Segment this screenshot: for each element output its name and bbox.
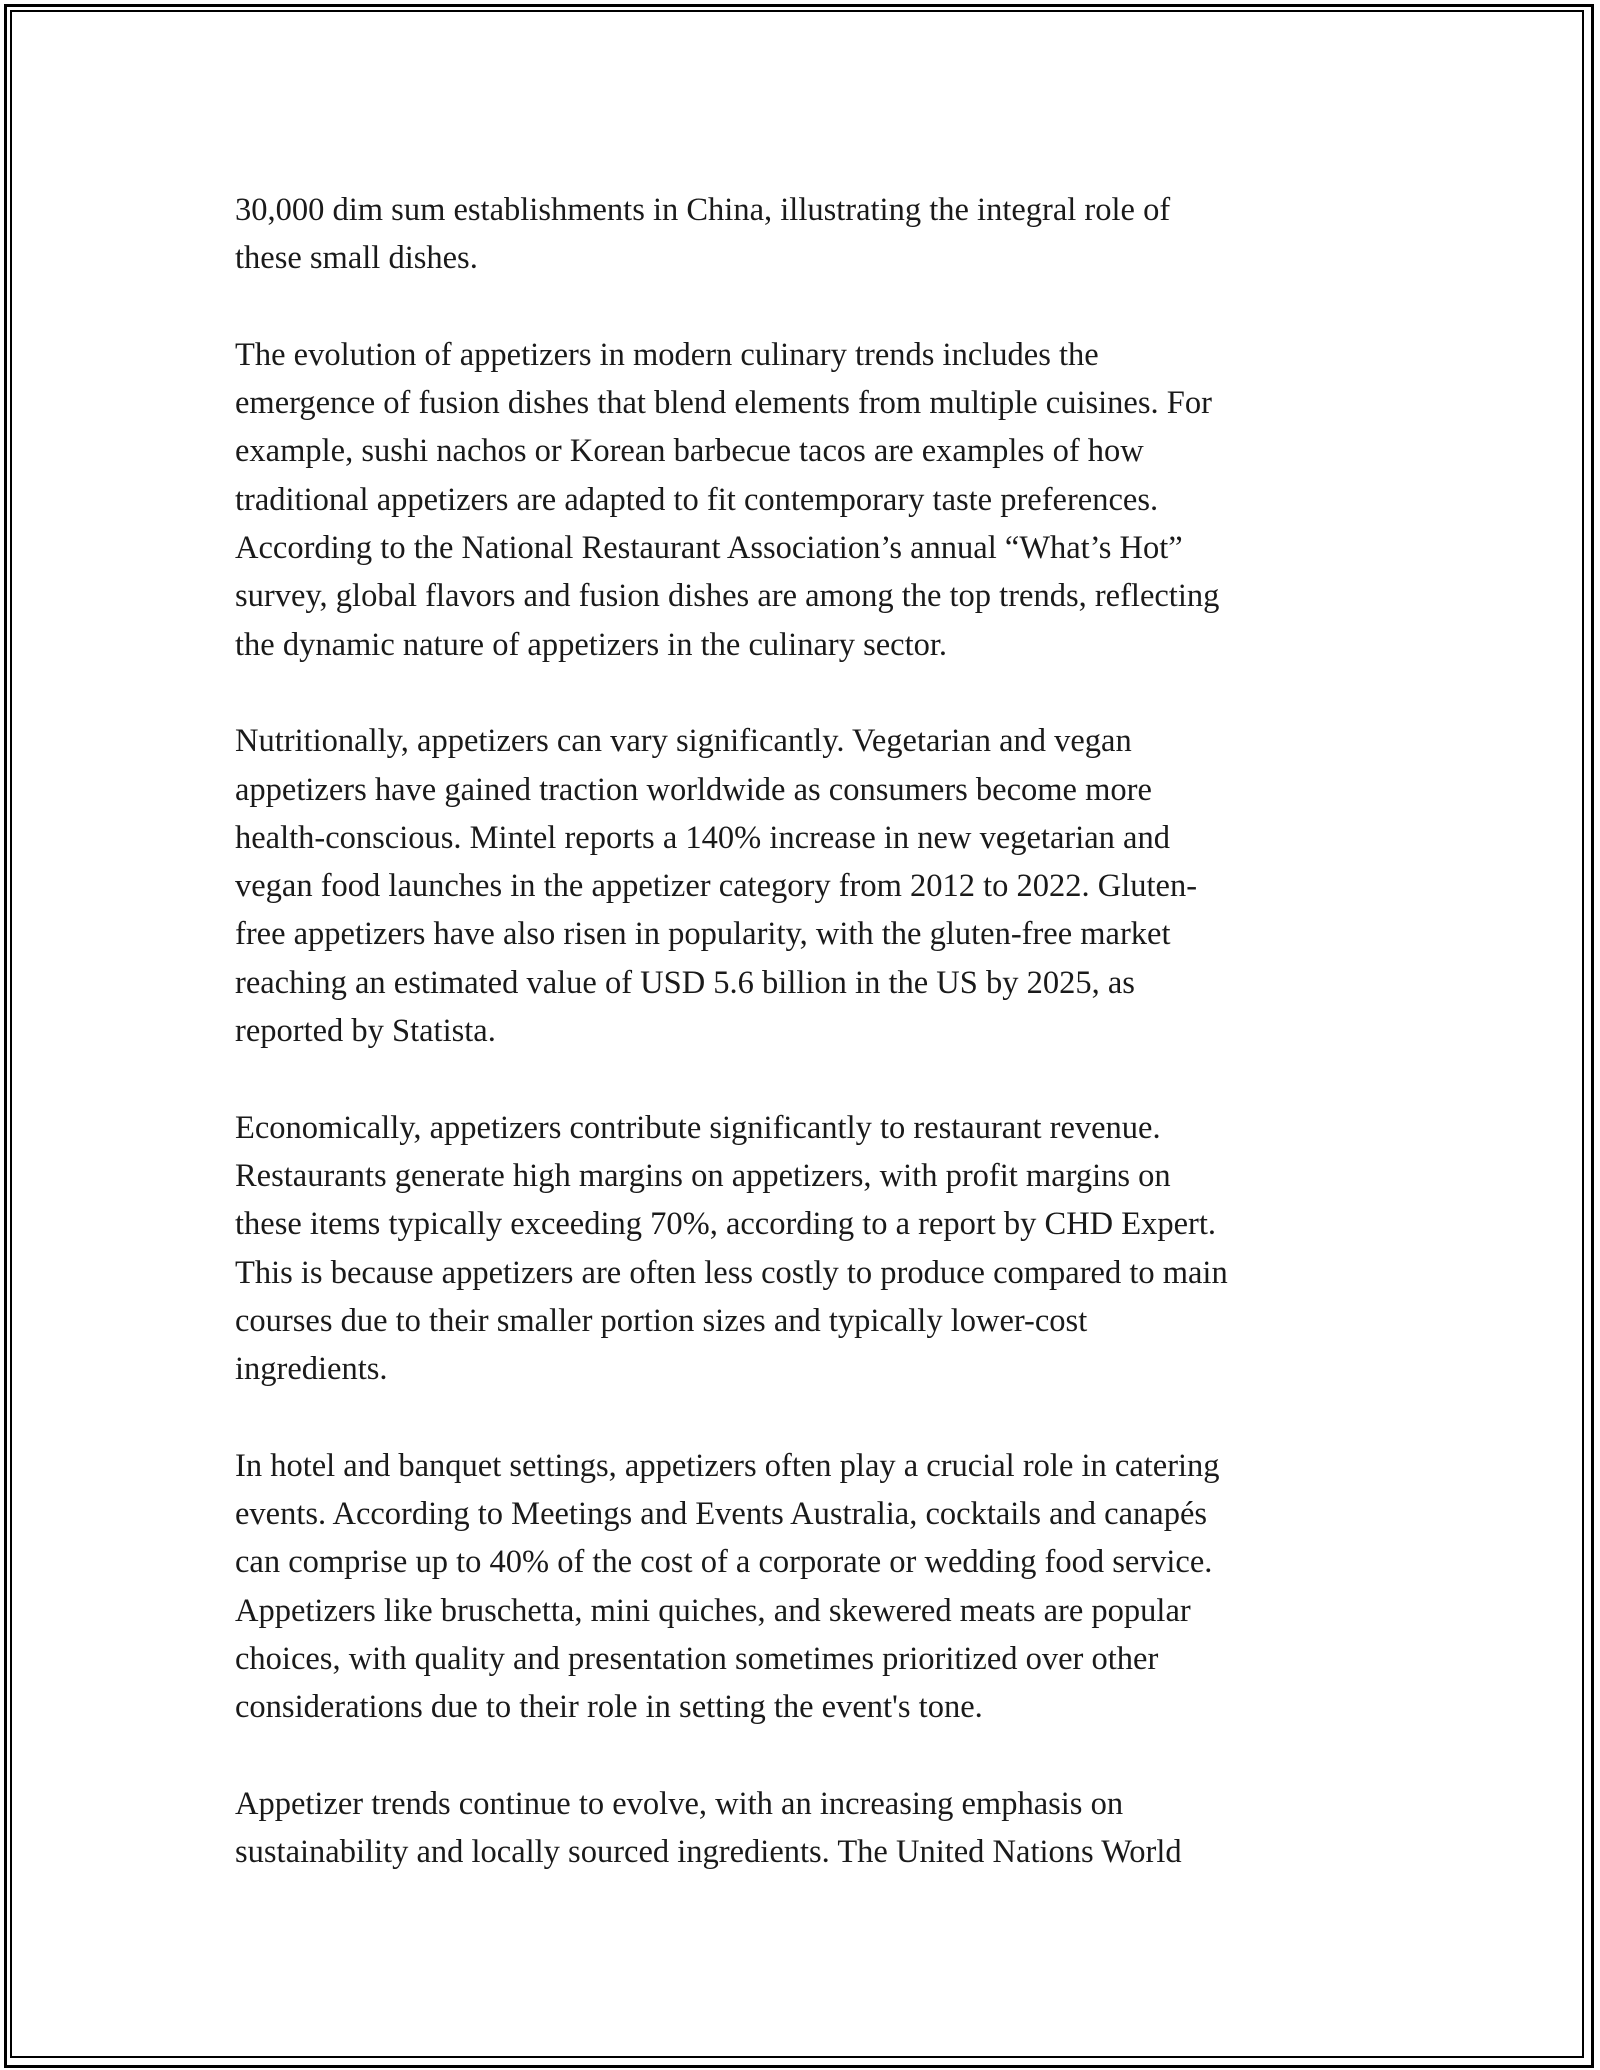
text-line: Appetizers like bruschetta, mini quiches, and skewered meats are popular (235, 1592, 1191, 1629)
text-line: appetizers have gained traction worldwide as consumers become more (235, 771, 1152, 808)
text-line: survey, global flavors and fusion dishes are among the top trends, reflecting (235, 578, 1220, 615)
text-line: can comprise up to 40% of the cost of a corporate or wedding food service. (235, 1544, 1213, 1581)
text-line: reported by Statista. (235, 1013, 496, 1050)
text-line: these small dishes. (235, 240, 478, 277)
text-line: example, sushi nachos or Korean barbecue tacos are examples of how (235, 433, 1144, 470)
text-line: vegan food launches in the appetizer category from 2012 to 2022. Gluten- (235, 868, 1198, 905)
text-line: health-conscious. Mintel reports a 140% increase in new vegetarian and (235, 819, 1170, 856)
paragraph-economics (235, 1104, 1375, 1394)
paragraph-dim-sum (235, 186, 1375, 283)
text-line: emergence of fusion dishes that blend elements from multiple cuisines. For (235, 385, 1212, 422)
text-line: traditional appetizers are adapted to fit contemporary taste preferences. (235, 481, 1159, 518)
paragraph-banquet (235, 1442, 1375, 1732)
text-line: events. According to Meetings and Events Australia, cocktails and canapés (235, 1496, 1208, 1533)
text-line: free appetizers have also risen in popularity, with the gluten-free market (235, 916, 1171, 953)
text-line: Economically, appetizers contribute significantly to restaurant revenue. (235, 1109, 1161, 1146)
document-body (235, 186, 1375, 1925)
text-line: This is because appetizers are often less costly to produce compared to main (235, 1254, 1228, 1291)
paragraph-sustainability (235, 1780, 1375, 1877)
paragraph-nutrition (235, 717, 1375, 1055)
text-line: According to the National Restaurant Association’s annual “What’s Hot” (235, 530, 1183, 567)
text-line: ingredients. (235, 1351, 388, 1388)
text-line: considerations due to their role in setting the event's tone. (235, 1689, 983, 1726)
paragraph-fusion-trends (235, 331, 1375, 669)
text-line: sustainability and locally sourced ingredients. The United Nations World (235, 1834, 1182, 1871)
text-line: The evolution of appetizers in modern culinary trends includes the (235, 336, 1099, 373)
text-line: these items typically exceeding 70%, according to a report by CHD Expert. (235, 1206, 1217, 1243)
text-line: Restaurants generate high margins on appetizers, with profit margins on (235, 1157, 1171, 1194)
text-line: choices, with quality and presentation sometimes prioritized over other (235, 1640, 1159, 1677)
text-line: reaching an estimated value of USD 5.6 billion in the US by 2025, as (235, 964, 1135, 1001)
text-line: Appetizer trends continue to evolve, with an increasing emphasis on (235, 1785, 1124, 1822)
text-line: Nutritionally, appetizers can vary significantly. Vegetarian and vegan (235, 723, 1132, 760)
text-line: In hotel and banquet settings, appetizers often play a crucial role in catering (235, 1447, 1220, 1484)
text-line: 30,000 dim sum establishments in China, illustrating the integral role of (235, 192, 1171, 228)
text-line: the dynamic nature of appetizers in the culinary sector. (235, 626, 948, 663)
text-line: courses due to their smaller portion sizes and typically lower-cost (235, 1302, 1088, 1339)
